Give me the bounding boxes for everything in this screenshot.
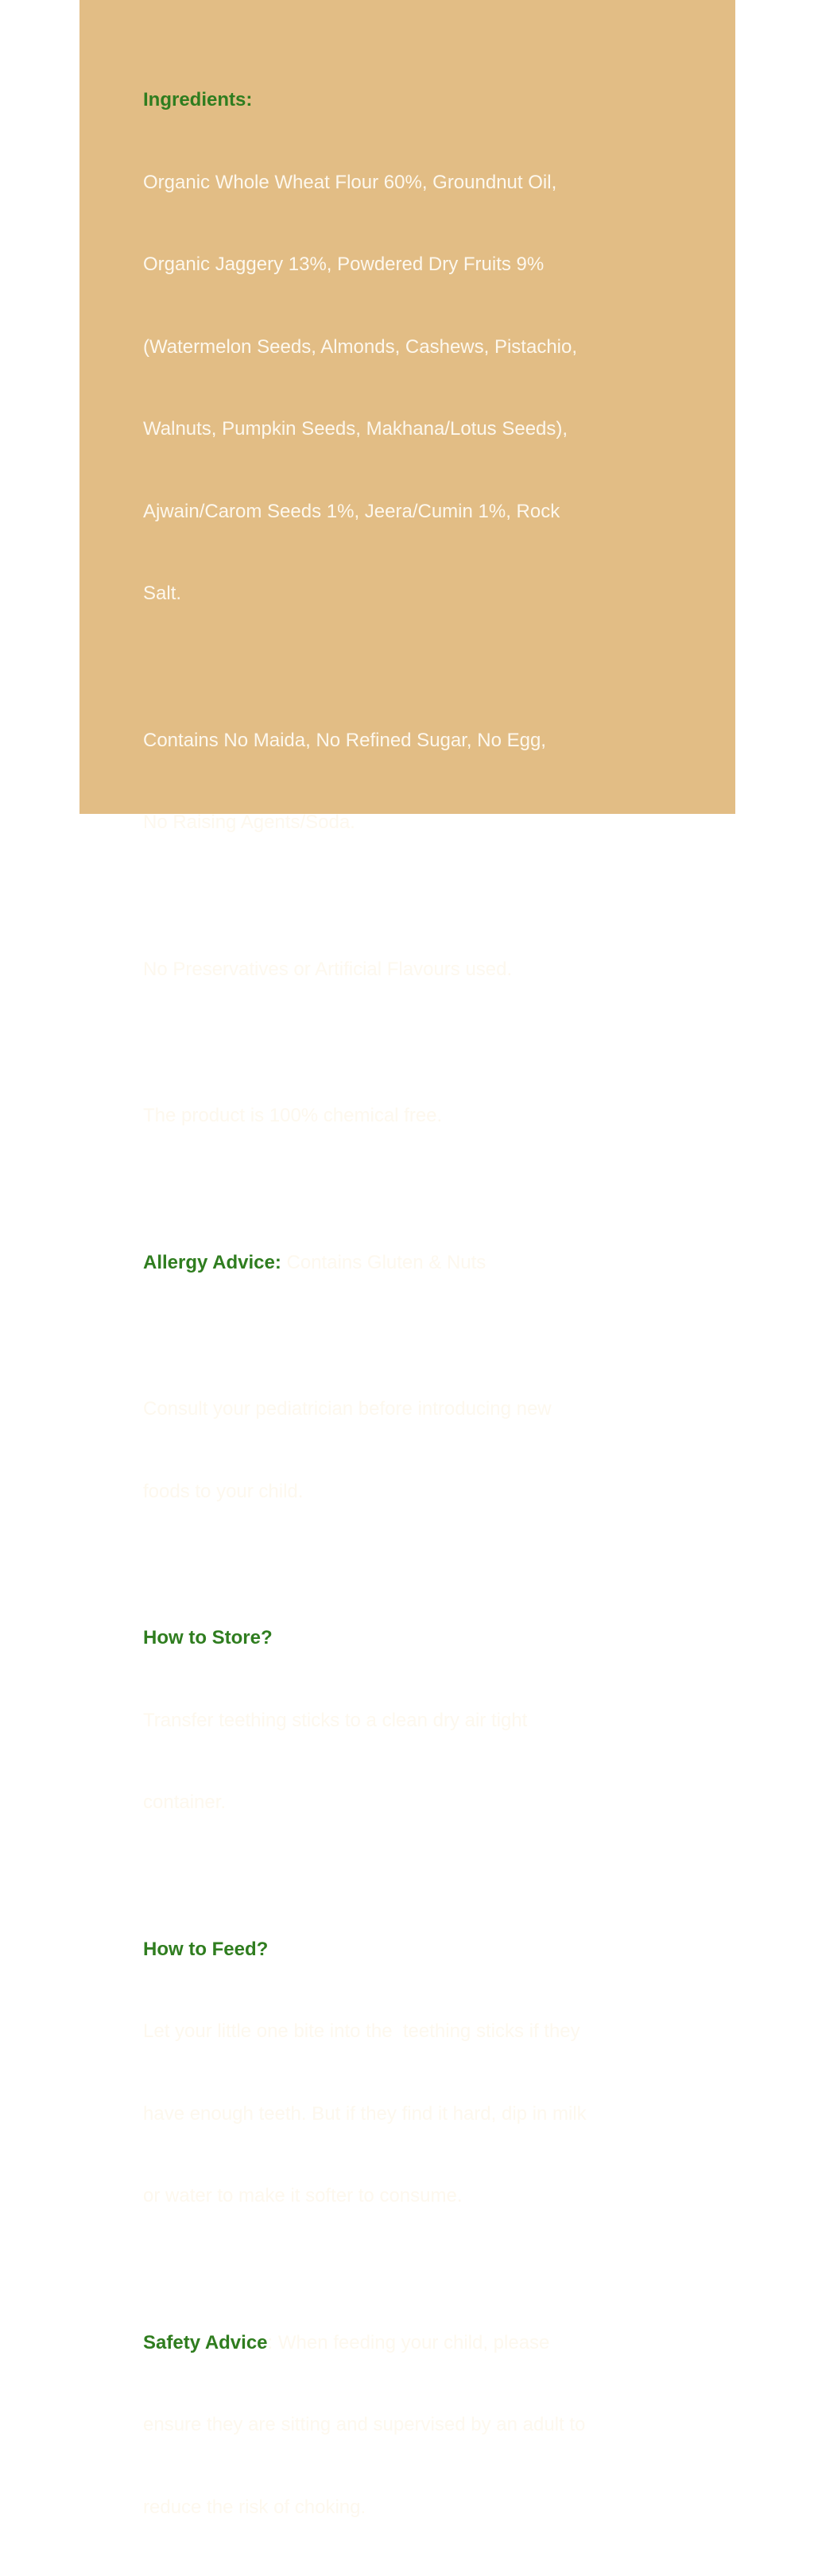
preservatives-section	[143, 901, 735, 1039]
contains-section	[143, 672, 735, 892]
ingredients-section	[143, 32, 735, 663]
feed-line: have enough teeth. But if they find it hard, dip in milk	[143, 2101, 735, 2129]
store-heading: How to Store?	[143, 1625, 735, 1652]
feed-line: or water to make it softer to consume.	[143, 2183, 735, 2210]
safety-line: ensure they are sitting and supervised by an adult to	[143, 2411, 735, 2439]
safety-line: : When feeding your child, please	[268, 2332, 550, 2353]
feed-section	[143, 1881, 735, 2265]
ingredients-line: Walnuts, Pumpkin Seeds, Makhana/Lotus Seeds),	[143, 416, 735, 444]
ingredients-line: Organic Whole Wheat Flour 60%, Groundnut Oil,	[143, 169, 735, 197]
consult-line: Consult your pediatrician before introducing new	[143, 1396, 735, 1424]
feed-heading: How to Feed?	[143, 1936, 735, 1964]
chemical-free-text: The product is 100% chemical free.	[143, 1102, 735, 1130]
label-panel	[79, 0, 735, 814]
allergy-heading: Allergy Advice:	[143, 1252, 281, 1273]
ingredients-line: Ajwain/Carom Seeds 1%, Jeera/Cumin 1%, Rock	[143, 498, 735, 526]
allergy-section	[143, 1195, 735, 1332]
safety-line: reduce the risk of choking.	[143, 2494, 735, 2522]
store-section	[143, 1570, 735, 1872]
contains-line: No Raising Agents/Soda.	[143, 809, 735, 837]
store-line: Transfer teething sticks to a clean dry air tight	[143, 1707, 735, 1735]
contains-line: Contains No Maida, No Refined Sugar, No Egg,	[143, 727, 735, 755]
consult-section	[143, 1341, 735, 1560]
chemical-free-section	[143, 1048, 735, 1185]
ingredients-line: Organic Jaggery 13%, Powdered Dry Fruits 9%	[143, 251, 735, 279]
safety-section	[143, 2275, 735, 2576]
feed-line: Let your little one bite into the teething sticks if they	[143, 2018, 735, 2046]
ingredients-line: (Watermelon Seeds, Almonds, Cashews, Pistachio,	[143, 334, 735, 362]
ingredients-heading: Ingredients:	[143, 87, 735, 114]
ingredients-line: Salt.	[143, 580, 735, 608]
safety-heading: Safety Advice	[143, 2332, 268, 2353]
consult-line: foods to your child.	[143, 1478, 735, 1506]
allergy-text: Contains Gluten & Nuts	[281, 1252, 486, 1273]
store-line: container.	[143, 1789, 735, 1817]
preservatives-text: No Preservatives or Artificial Flavours used.	[143, 956, 735, 984]
